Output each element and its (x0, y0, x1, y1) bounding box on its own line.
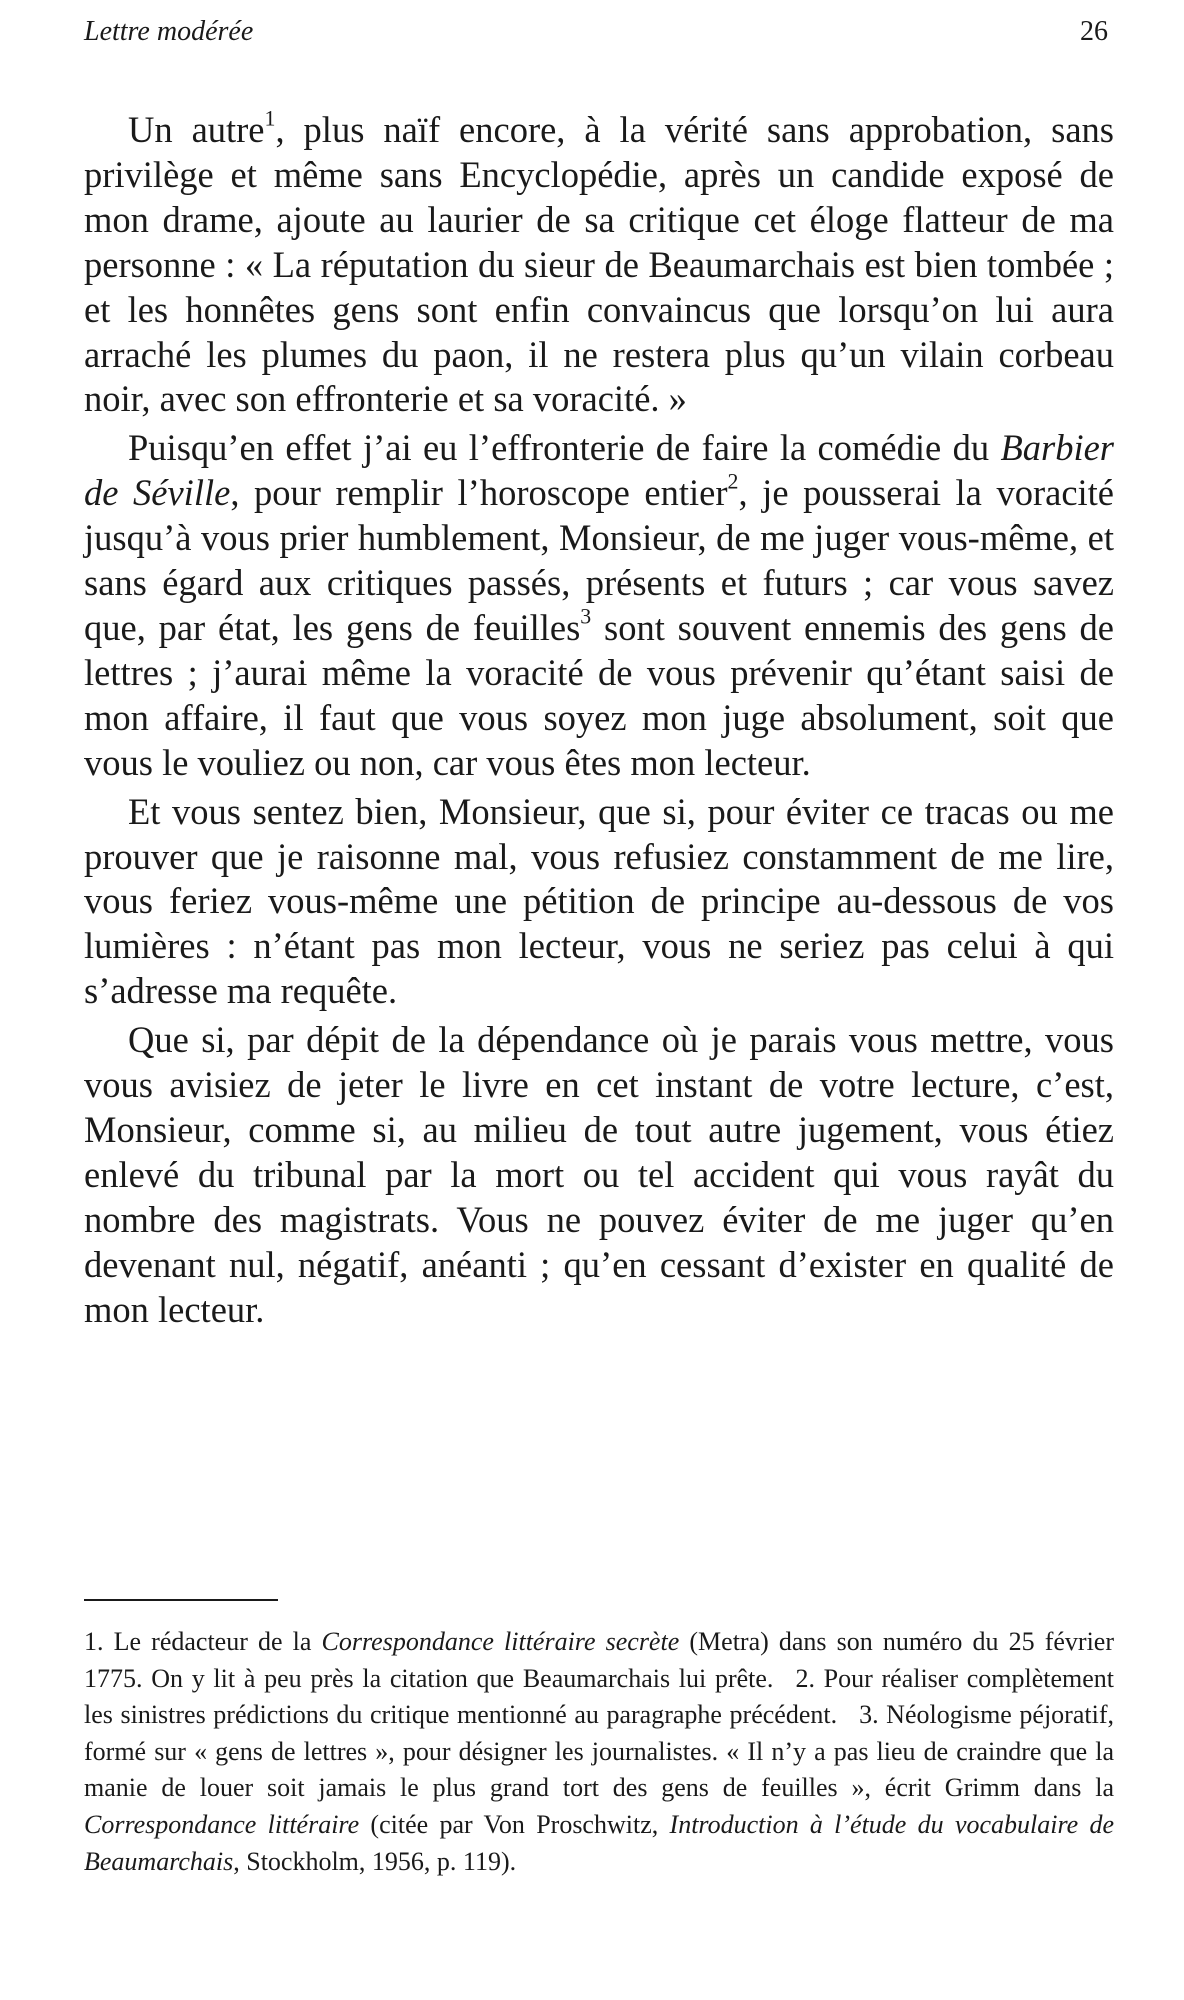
page-number: 26 (1080, 16, 1108, 47)
footnote-rule (84, 1599, 278, 1601)
footnotes-block (84, 1624, 1114, 1880)
paragraph-3: Et vous sentez bien, Monsieur, que si, pour éviter ce tracas ou me prouver que je raisonne mal, vous refusiez constamment de me lire, vous feriez vous-même une pétition de principe au-dessous de vos lumières : n’étant pas mon lecteur, vous ne seriez pas celui à qui s’adresse ma requête. (84, 790, 1114, 1012)
paragraph-2-text-a: Puisqu’en effet j’ai eu l’effronterie de faire la comédie du (128, 427, 1001, 469)
running-head (84, 16, 1108, 56)
footnote-3-text-b: (citée par Von Proschwitz, (359, 1809, 670, 1839)
footnote-2-number: 2. (795, 1663, 815, 1693)
paragraph-1-text-a: Un autre (128, 109, 265, 150)
footnote-1-text-b: (Metra) dans son numéro du 25 février 1775. On y lit à peu près la citation que Beaumarchais lui prête. (84, 1627, 1114, 1693)
footnote-2-text: Pour réaliser complètement les sinistres prédictions du critique mentionné au paragraphe précédent. (84, 1663, 1114, 1730)
running-title: Lettre modérée (84, 16, 254, 47)
footnote-ref-2: 2 (727, 468, 739, 494)
paragraph-2-text-d: sont souvent ennemis des gens de lettres ; j’aurai même la voracité de vous prévenir qu’étant saisi de mon affaire, il faut que vous soyez mon juge absolument, soit que vous le vouliez ou non, car vous êtes mon lecteur. (84, 606, 1114, 783)
footnote-ref-3: 3 (580, 603, 592, 629)
paragraph-4: Que si, par dépit de la dépendance où je parais vous mettre, vous vous avisiez de jeter le livre en cet instant de votre lecture, c’est, Monsieur, comme si, au milieu de tout autre jugement, vous étiez enlevé du tribunal par la mort ou tel accident qui vous rayât du nombre des magistrats. Vous ne pouvez éviter de me juger qu’en devenant nul, négatif, anéanti ; qu’en cessant d’exister en qualité de mon lecteur. (84, 1019, 1114, 1330)
body-text (84, 105, 1115, 1332)
footnote-1-number: 1. (84, 1627, 104, 1656)
paragraph-2-text-c: , je pousserai la voracité jusqu’à vous prier humblement, Monsieur, de me juger vous-même, et sans égard aux critiques passés, présents et futurs ; car vous savez que, par état, les gens de feuilles (84, 472, 1115, 648)
footnote-3-text-a: Néologisme péjoratif, formé sur « gens de lettres », pour désigner les journalistes. « Il n’y a pas lieu de craindre que la manie de louer soit jamais le plus grand tort des gens de feuilles », écrit Grimm dans la (84, 1700, 1114, 1803)
work-title-barbier: Barbier de Séville (84, 427, 1114, 514)
footnote-3-title-2: Introduction à l’étude du vocabulaire de Beaumarchais (84, 1809, 1115, 1876)
footnote-3-text-c: , Stockholm, 1956, p. 119). (233, 1846, 517, 1876)
footnote-3-title-1: Correspondance littéraire (84, 1809, 360, 1839)
footnote-1-text-a: Le rédacteur de la (103, 1627, 322, 1656)
paragraph-1 (84, 105, 1114, 422)
paragraph-2-text-b: , pour remplir l’horoscope entier (230, 472, 728, 514)
paragraph-1-text-b: , plus naïf encore, à la vérité sans approbation, sans privilège et même sans Encyclopédie, après un candide exposé de mon drame, ajoute au laurier de sa critique cet éloge flatteur de ma personne : « La réputation du sieur de Beaumarchais est bien tombée ; et les honnêtes gens sont enfin convaincus que lorsqu’on lui aura arraché les plumes du paon, il ne restera plus qu’un vilain corbeau noir, avec son effronterie et sa voracité. » (84, 109, 1114, 420)
paragraph-2 (84, 426, 1114, 785)
footnotes (84, 1624, 1114, 1880)
footnote-3-number: 3. (859, 1700, 879, 1730)
footnote-ref-1: 1 (264, 105, 276, 131)
footnote-1-title: Correspondance littéraire secrète (321, 1627, 680, 1656)
